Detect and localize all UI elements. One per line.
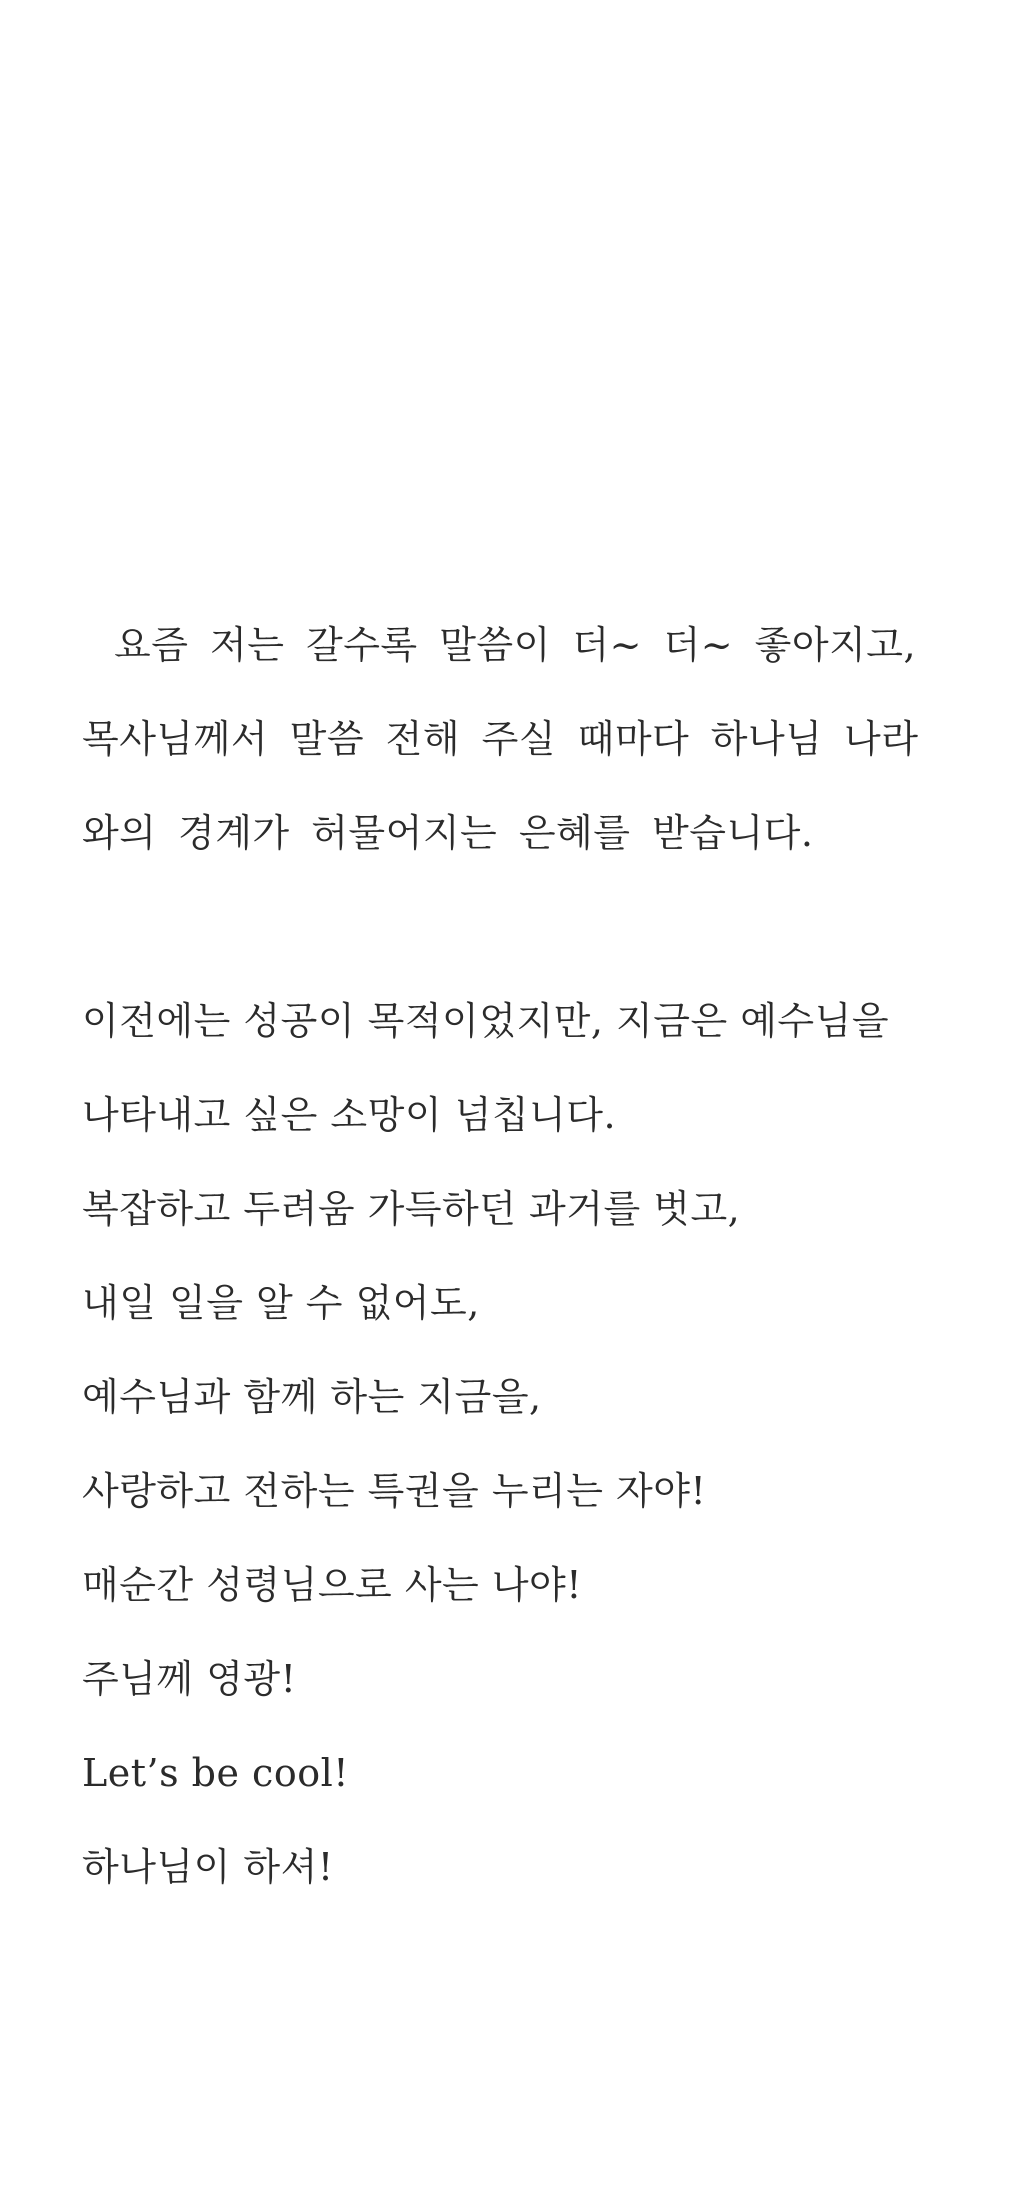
text-line: 복잡하고 두려움 가득하던 과거를 벗고,: [82, 1187, 741, 1231]
text-line: 나타내고 싶은 소망이 넘칩니다.: [82, 1093, 617, 1137]
text-line: 내일 일을 알 수 없어도,: [82, 1281, 480, 1325]
text-line: 와의 경계가 허물어지는 은혜를 받습니다.: [82, 811, 814, 855]
text-line: 이전에는 성공이 목적이었지만, 지금은 예수님을: [82, 999, 890, 1043]
text-line: 매순간 성령님으로 사는 나야!: [82, 1563, 583, 1607]
text-line-content: 요즘 저는 갈수록 말씀이 더~ 더~ 좋아지고,: [114, 623, 917, 667]
article-body: [82, 598, 962, 1914]
paragraph-spacer: [82, 880, 962, 974]
paragraph-1: [82, 598, 962, 880]
paragraph-2: [82, 974, 962, 1914]
text-line: Let’s be cool!: [82, 1751, 350, 1795]
text-line: 사랑하고 전하는 특권을 누리는 자야!: [82, 1469, 707, 1513]
text-line: 하나님이 하셔!: [82, 1845, 334, 1889]
text-line: [82, 598, 962, 692]
text-line: 주님께 영광!: [82, 1657, 297, 1701]
text-line: 목사님께서 말씀 전해 주실 때마다 하나님 나라: [82, 717, 919, 761]
text-line: 예수님과 함께 하는 지금을,: [82, 1375, 542, 1419]
